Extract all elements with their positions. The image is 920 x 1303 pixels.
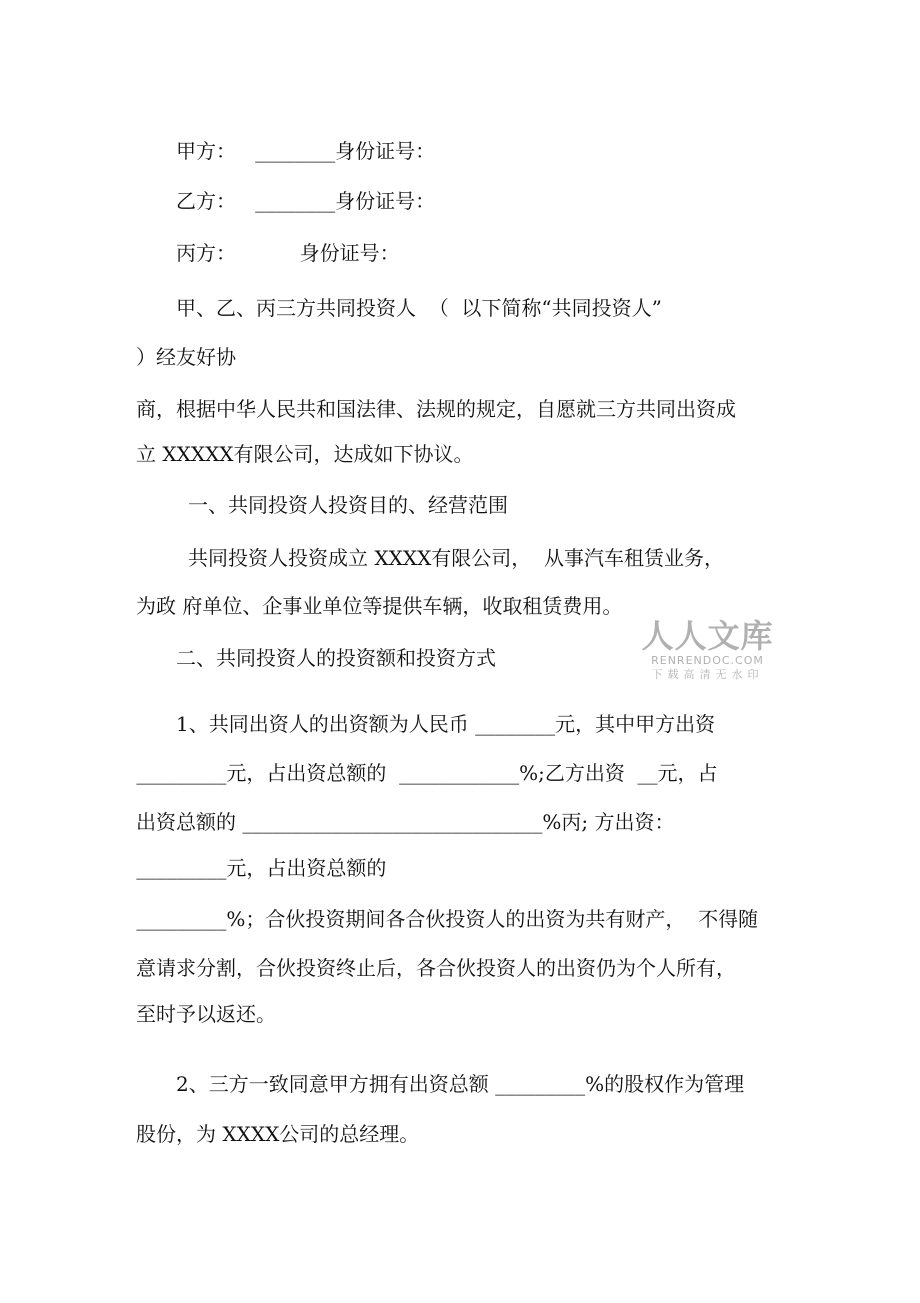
section-1-heading: 一、共同投资人投资目的、经营范围: [188, 493, 508, 517]
clause-1-line-7: 至时予以返还。: [136, 1002, 276, 1026]
intro-line-4: 立 XXXXX有限公司，达成如下协议。: [136, 442, 474, 466]
intro-line-2: ）经友好协: [136, 345, 236, 369]
clause-2-line-2: 股份，为 XXXX公司的总经理。: [136, 1122, 420, 1146]
watermark-logo: [640, 618, 775, 682]
party-b-line: 乙方： ________身份证号：: [176, 189, 436, 213]
intro-line-1: 甲、乙、丙三方共同投资人 （ 以下简称“共同投资人”: [176, 296, 662, 320]
clause-1-line-1: 1、共同出资人的出资额为人民币 ________元，其中甲方出资: [176, 712, 716, 736]
clause-2-line-1: 2、三方一致同意甲方拥有出资总额 _________%的股权作为管理: [176, 1072, 745, 1096]
clause-1-line-5: _________%；合伙投资期间各合伙投资人的出资为共有财产， 不得随: [130, 907, 759, 931]
section-1-line-2: 为政 府单位、企事业单位等提供车辆，收取租赁费用。: [136, 594, 623, 618]
clause-1-line-2: _________元，占出资总额的 ____________%;乙方出资 __元，占: [130, 761, 718, 785]
clause-1-line-4: _________元，占出资总额的: [130, 856, 387, 880]
section-2-heading: 二、共同投资人的投资额和投资方式: [176, 646, 496, 670]
watermark-tagline: 下载高清无水印: [651, 668, 764, 681]
party-c-line: 丙方： 身份证号：: [176, 241, 400, 265]
clause-1-line-3: 出资总额的 ______________________________%丙; 方出资：: [136, 810, 675, 834]
party-a-line: 甲方： ________身份证号：: [176, 139, 436, 163]
watermark-site: RENRENDOC.COM: [651, 654, 764, 667]
section-1-line-1: 共同投资人投资成立 XXXX有限公司， 从事汽车租赁业务，: [188, 546, 725, 570]
watermark-title: 人人文库: [641, 617, 774, 655]
clause-1-line-6: 意请求分割，合伙投资终止后，各合伙投资人的出资仍为个人所有，: [136, 956, 736, 980]
intro-line-3: 商，根据中华人民共和国法律、法规的规定，自愿就三方共同出资成: [136, 397, 736, 421]
